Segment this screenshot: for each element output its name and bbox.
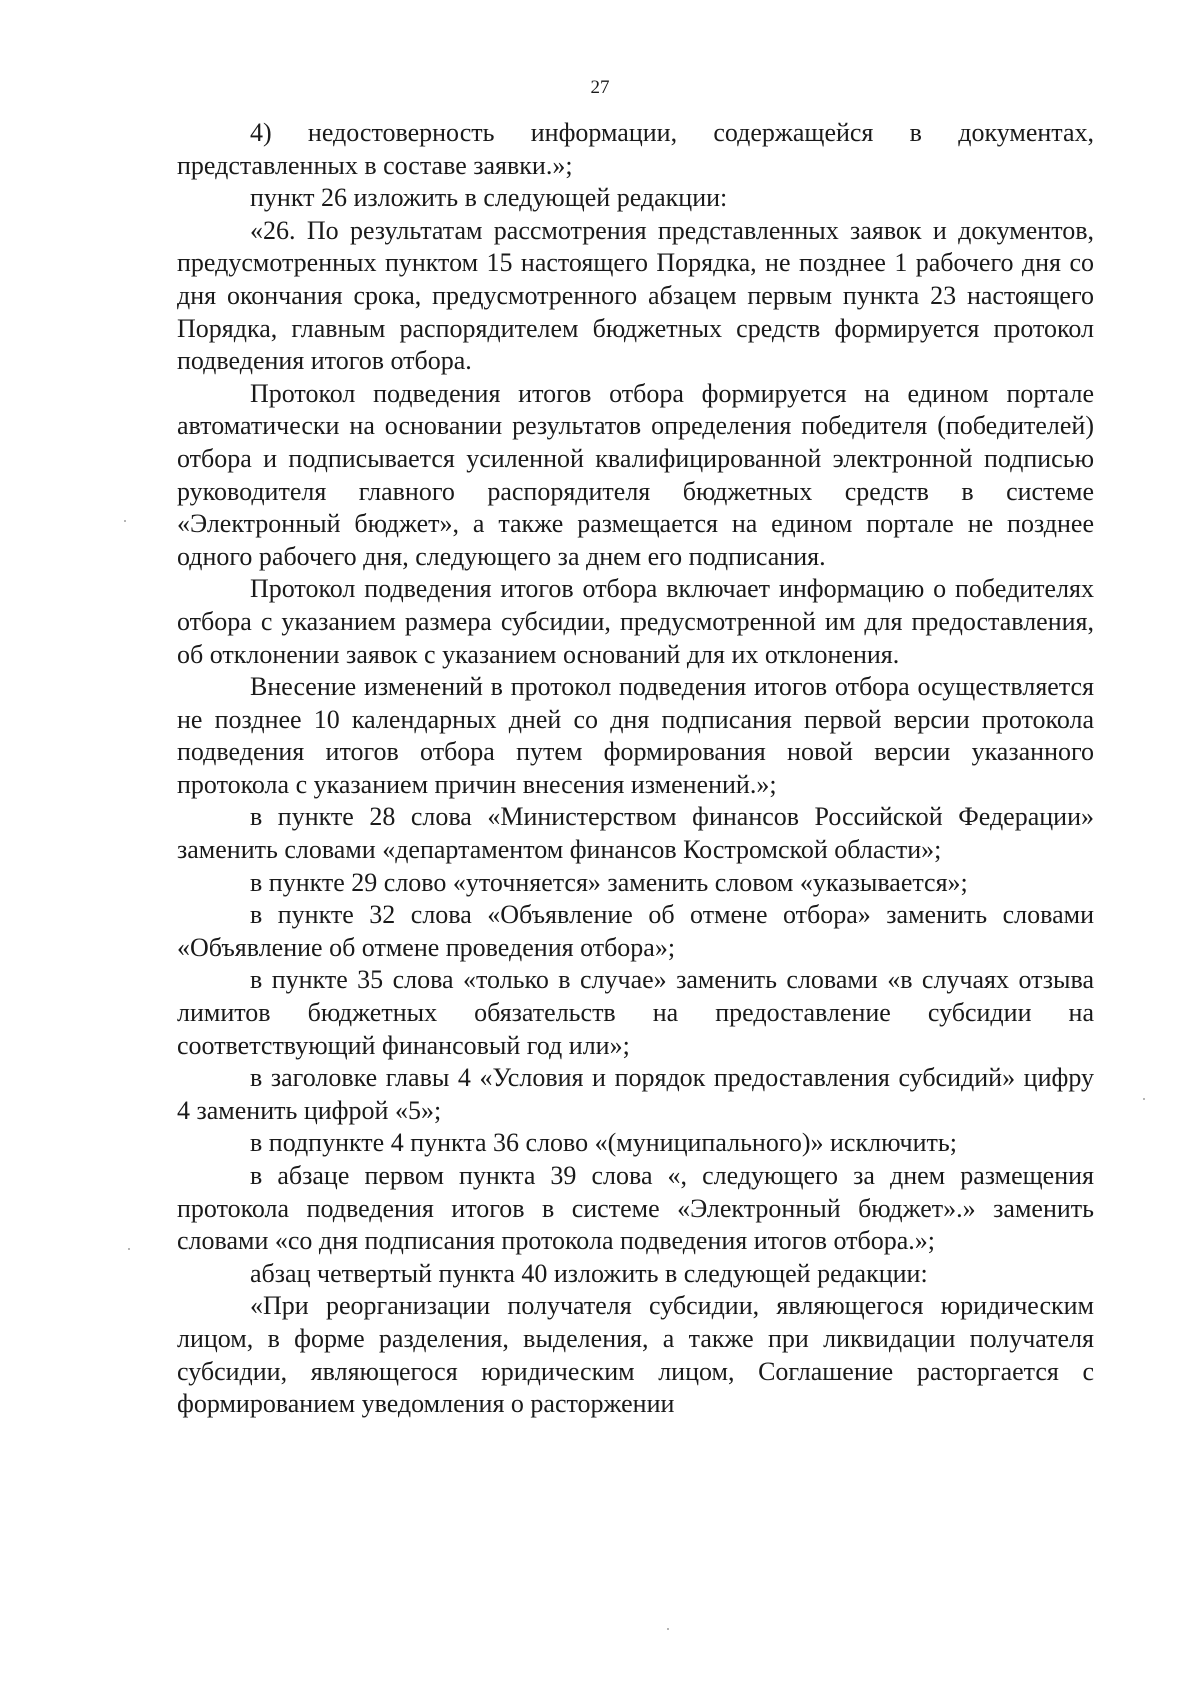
paragraph: «26. По результатам рассмотрения представленных заявок и документов, предусмотренных пунктом 15 настоящего Порядка, не позднее 1 рабочего дня со дня окончания срока, предусмотренного абзацем первым пункта 23 настоящего Порядка, главным распорядителем бюджетных средств формируется протокол подведения итогов отбора. [177, 215, 1094, 376]
paragraph: Протокол подведения итогов отбора включает информацию о победителях отбора с указанием размера субсидии, предусмотренной им для предоставления, об отклонении заявок с указанием оснований для их отклонения. [177, 574, 1094, 669]
paragraph: Внесение изменений в протокол подведения итогов отбора осуществляется не позднее 10 календарных дней со дня подписания первой версии протокола подведения итогов отбора путем формирования новой версии указанного протокола с указанием причин внесения изменений.»; [177, 672, 1094, 799]
scan-speck [124, 520, 126, 522]
paragraph: в пункте 29 слово «уточняется» заменить словом «указывается»; [250, 867, 968, 897]
scan-speck [1143, 1098, 1145, 1100]
paragraph: в пункте 28 слова «Министерством финансов Российской Федерации» заменить словами «департаментом финансов Костромской области»; [177, 802, 1094, 865]
paragraph: Протокол подведения итогов отбора формируется на едином портале автоматически на основании результатов определения победителя (победителей) отбора и подписывается усиленной квалифицированной электронной подписью руководителя главного распорядителя бюджетных средств в системе «Электронный бюджет», а также размещается на едином портале не позднее одного рабочего дня, следующего за днем его подписания. [177, 378, 1094, 571]
paragraph: в пункте 35 слова «только в случае» заменить словами «в случаях отзыва лимитов бюджетных обязательств на предоставление субсидии на соответствующий финансовый год или»; [177, 965, 1094, 1060]
paragraph: «При реорганизации получателя субсидии, являющегося юридическим лицом, в форме разделения, выделения, а также при ликвидации получателя субсидии, являющегося юридическим лицом, Соглашение расторгается с формированием уведомления о расторжении [177, 1291, 1094, 1419]
scan-speck [667, 1628, 669, 1630]
paragraph: 4) недостоверность информации, содержащейся в документах, представленных в составе заявки.»; [177, 118, 1094, 180]
paragraph: в подпункте 4 пункта 36 слово «(муниципального)» исключить; [250, 1128, 957, 1158]
document-body [177, 117, 1094, 1421]
paragraph: в пункте 32 слова «Объявление об отмене отбора» заменить словами «Объявление об отмене проведения отбора»; [177, 900, 1094, 962]
page-number: 27 [590, 77, 610, 98]
paragraph: в заголовке главы 4 «Условия и порядок предоставления субсидий» цифру 4 заменить цифрой «5»; [177, 1063, 1094, 1125]
scan-speck [128, 1248, 130, 1250]
paragraph: пункт 26 изложить в следующей редакции: [250, 183, 728, 213]
paragraph: в абзаце первом пункта 39 слова «, следующего за днем размещения протокола подведения итогов в системе «Электронный бюджет».» заменить словами «со дня подписания протокола подведения итогов отбора.»; [177, 1161, 1094, 1256]
paragraph: абзац четвертый пункта 40 изложить в следующей редакции: [250, 1258, 928, 1288]
